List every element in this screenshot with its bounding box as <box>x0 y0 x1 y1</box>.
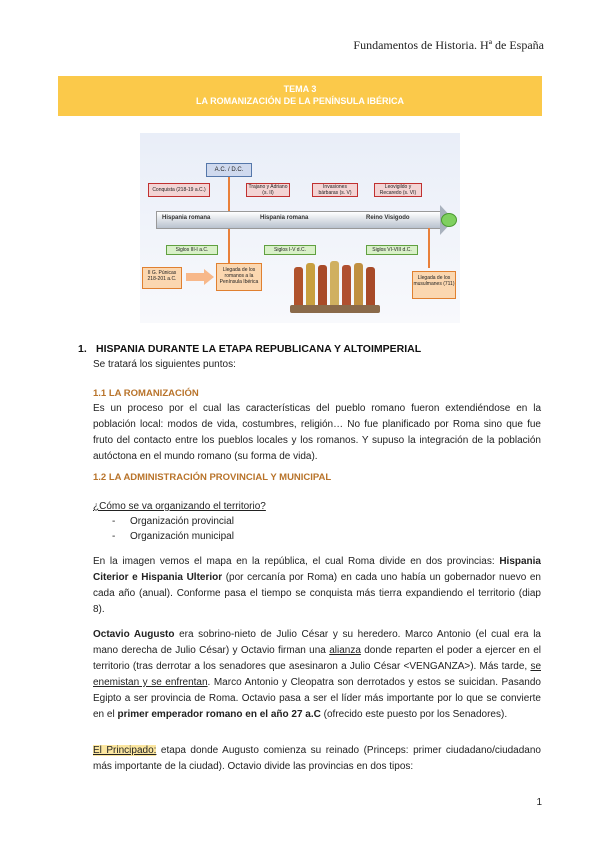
paragraph-principado: El Principado: etapa donde Augusto comienza su reinado (Princeps: primer ciudadano/ciudadano más importante de la ciudad). Octavio divide las provincias en dos tipos: <box>93 745 541 772</box>
org-list <box>112 514 234 544</box>
title-banner <box>58 76 542 116</box>
timeline-end-dot <box>441 213 457 227</box>
list-item: - Organización provincial <box>112 516 234 527</box>
label-visigodo: Reino Visigodo <box>366 215 410 221</box>
section-1-heading <box>78 343 421 355</box>
timeline-diagram <box>140 133 460 323</box>
soldiers-illustration <box>290 257 380 315</box>
box-trajano: Trajano y Adriano (s. II) <box>246 183 290 197</box>
diagram-title: A.C. / D.C. <box>206 163 252 177</box>
orange-arrow <box>186 273 206 281</box>
orange-arrow-head <box>204 269 214 285</box>
box-siglo-3: Siglos VI-VIII d.C. <box>366 245 418 255</box>
section-1-intro: Se tratará los siguientes puntos: <box>93 359 236 370</box>
paragraph-provinces: En la imagen vemos el mapa en la república, el cual Roma divide en dos provincias: Hispania Citerior e Hispania Ulterior (por cercanía por Roma) en cada uno había un gobernador nuevo en cada año (anual). Conforme pasa el tiempo se conquista más tierra expandiendo el territorio (diap 8). <box>93 556 541 615</box>
box-punicas: II G. Púnicas 218-201 a.C. <box>142 267 182 289</box>
s12-question: ¿Cómo se va organizando el territorio? <box>93 501 266 512</box>
section-1-title: HISPANIA DURANTE LA ETAPA REPUBLICANA Y ALTOIMPERIAL <box>96 343 422 355</box>
page-number: 1 <box>536 797 542 808</box>
list-item: - Organización municipal <box>112 531 234 542</box>
label-hispania-1: Hispania romana <box>162 215 211 221</box>
box-siglo-2: Siglos I-V d.C. <box>264 245 316 255</box>
s12-heading: 1.2 LA ADMINISTRACIÓN PROVINCIAL Y MUNICIPAL <box>93 472 332 483</box>
label-hispania-2: Hispania romana <box>260 215 309 221</box>
connector-line <box>428 228 430 268</box>
box-conquista: Conquista (218-19 a.C.) <box>148 183 210 197</box>
s11-paragraph: Es un proceso por el cual las características del pueblo romano fueron extendiéndose en la población local: modos de vida, costumbres, religión… No fue planificado por Roma sino que fue fruto del contacto entre los pueblos locales y los romanos. Y supuso la integración de la población autóctona en el mundo romano (su forma de vida). <box>93 403 541 462</box>
section-1-number: 1. <box>78 343 87 355</box>
banner-line-2: LA ROMANIZACIÓN DE LA PENÍNSULA IBÉRICA <box>196 96 404 106</box>
box-leovigildo: Leovigildo y Recaredo (s. VI) <box>374 183 422 197</box>
page-header: Fundamentos de Historia. Hª de España <box>353 38 544 52</box>
box-invasiones: Invasiones bárbaras (s. V) <box>312 183 358 197</box>
s11-heading: 1.1 LA ROMANIZACIÓN <box>93 388 199 399</box>
paragraph-octavio: Octavio Augusto era sobrino-nieto de Julio César y su heredero. Marco Antonio (el cual era la mano derecha de Julio César) y Octavio firman una alianza donde reparten el poder a ejercer en el territorio (tras derrotar a los senadores que asesinaron a Julio César <VENGANZA>). Más tarde, se enemistan y se enfrentan. Marco Antonio y Cleopatra son derrotados y estos se suicidan. Pasando Egipto a ser provincia de Roma. Octavio pasa a ser el líder más importante por lo que se convierte en el primer emperador romano en el año 27 a.C (ofrecido este puesto por los Senadores). <box>93 629 541 720</box>
banner-line-1: TEMA 3 <box>283 84 317 94</box>
box-llegada: Llegada de los romanos a la Península Ibérica <box>216 263 262 291</box>
box-siglo-1: Siglos III-I a.C. <box>166 245 218 255</box>
box-musulmana: Llegada de los musulmanes (711) <box>412 271 456 299</box>
